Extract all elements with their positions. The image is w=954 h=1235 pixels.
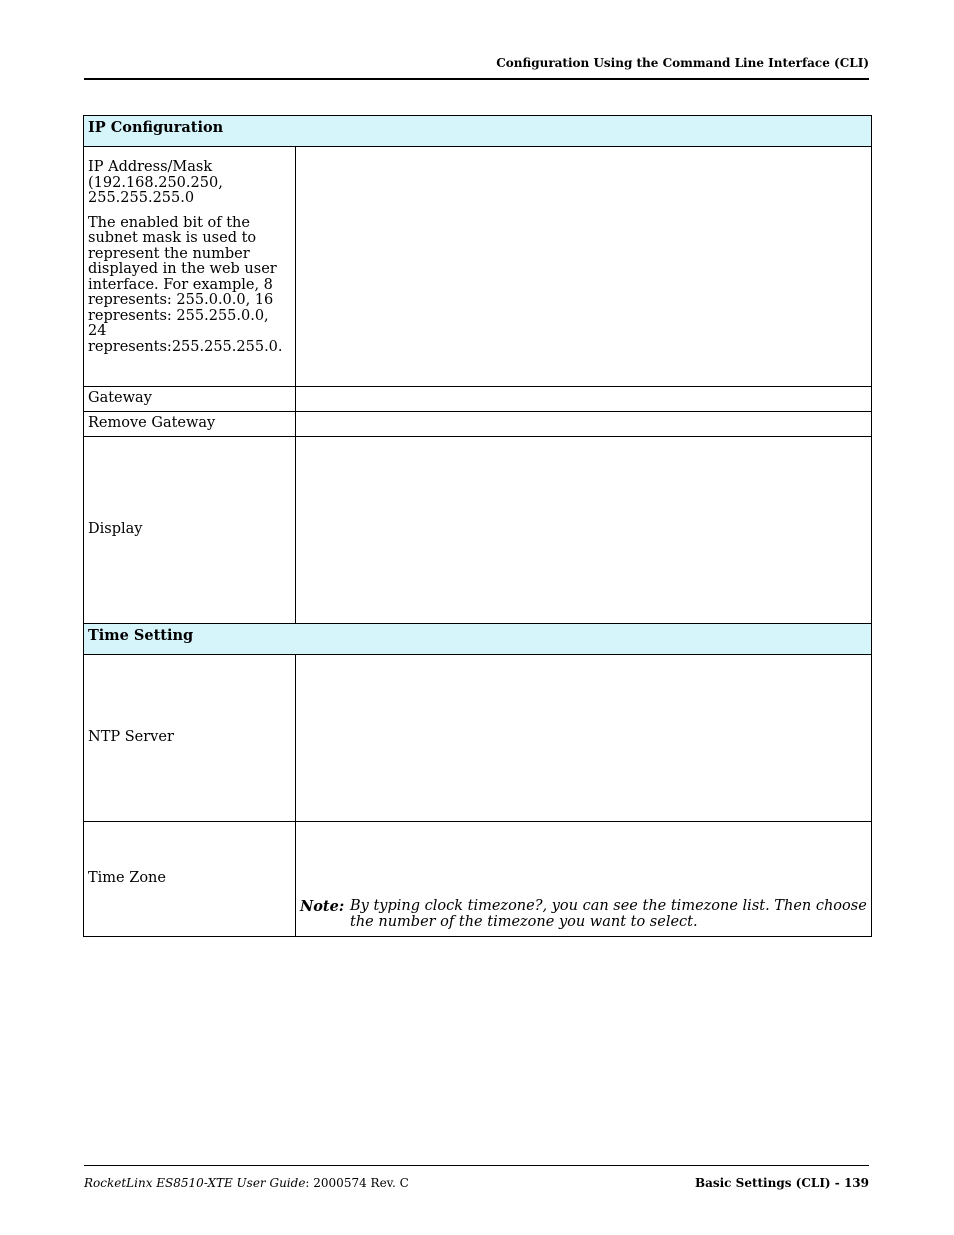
table-row-remove-gateway bbox=[84, 412, 872, 437]
footer-guide-title: RocketLinx ES8510-XTE User Guide bbox=[84, 1176, 306, 1190]
footer-doc-number: : 2000574 Rev. C bbox=[305, 1176, 409, 1190]
remove-gateway-label: Remove Gateway bbox=[84, 412, 296, 437]
note-label: Note: bbox=[300, 898, 345, 915]
display-value bbox=[296, 437, 872, 624]
running-header: Configuration Using the Command Line Interface (CLI) bbox=[496, 56, 869, 70]
remove-gateway-value bbox=[296, 412, 872, 437]
ip-address-value bbox=[296, 147, 872, 387]
gateway-label: Gateway bbox=[84, 387, 296, 412]
note-text: By typing clock timezone?, you can see the timezone list. Then choose the number of the timezone you want to select. bbox=[350, 898, 867, 930]
header-divider bbox=[84, 78, 869, 80]
ip-address-label: IP Address/Mask (192.168.250.250, 255.255.255.0 bbox=[88, 159, 223, 206]
section-row-time-setting bbox=[84, 624, 872, 655]
ip-address-description: The enabled bit of the subnet mask is used to represent the number displayed in the web user interface. For example, 8 represents: 255.0.0.0, 16 represents: 255.255.0.0, 24 represents:255.255.255.0. bbox=[88, 214, 283, 355]
table-row-ntp-server bbox=[84, 655, 872, 822]
table-row-display bbox=[84, 437, 872, 624]
table-row-time-zone bbox=[84, 822, 872, 937]
footer-divider bbox=[84, 1165, 869, 1166]
gateway-value bbox=[296, 387, 872, 412]
section-row-ip-configuration bbox=[84, 116, 872, 147]
ntp-server-value bbox=[296, 655, 872, 822]
footer-page-label: Basic Settings (CLI) - 139 bbox=[694, 1176, 869, 1190]
ntp-server-label: NTP Server bbox=[84, 655, 296, 822]
time-zone-note bbox=[300, 899, 867, 930]
section-heading-time-setting: Time Setting bbox=[84, 624, 872, 655]
display-label: Display bbox=[84, 437, 296, 624]
footer-document-info bbox=[84, 1176, 409, 1190]
section-heading-ip-configuration: IP Configuration bbox=[84, 116, 872, 147]
time-zone-label: Time Zone bbox=[84, 822, 296, 937]
ip-address-cell bbox=[84, 147, 296, 387]
table-row-ip-address bbox=[84, 147, 872, 387]
cli-settings-table bbox=[83, 115, 872, 937]
table-row-gateway bbox=[84, 387, 872, 412]
time-zone-value bbox=[296, 822, 872, 937]
